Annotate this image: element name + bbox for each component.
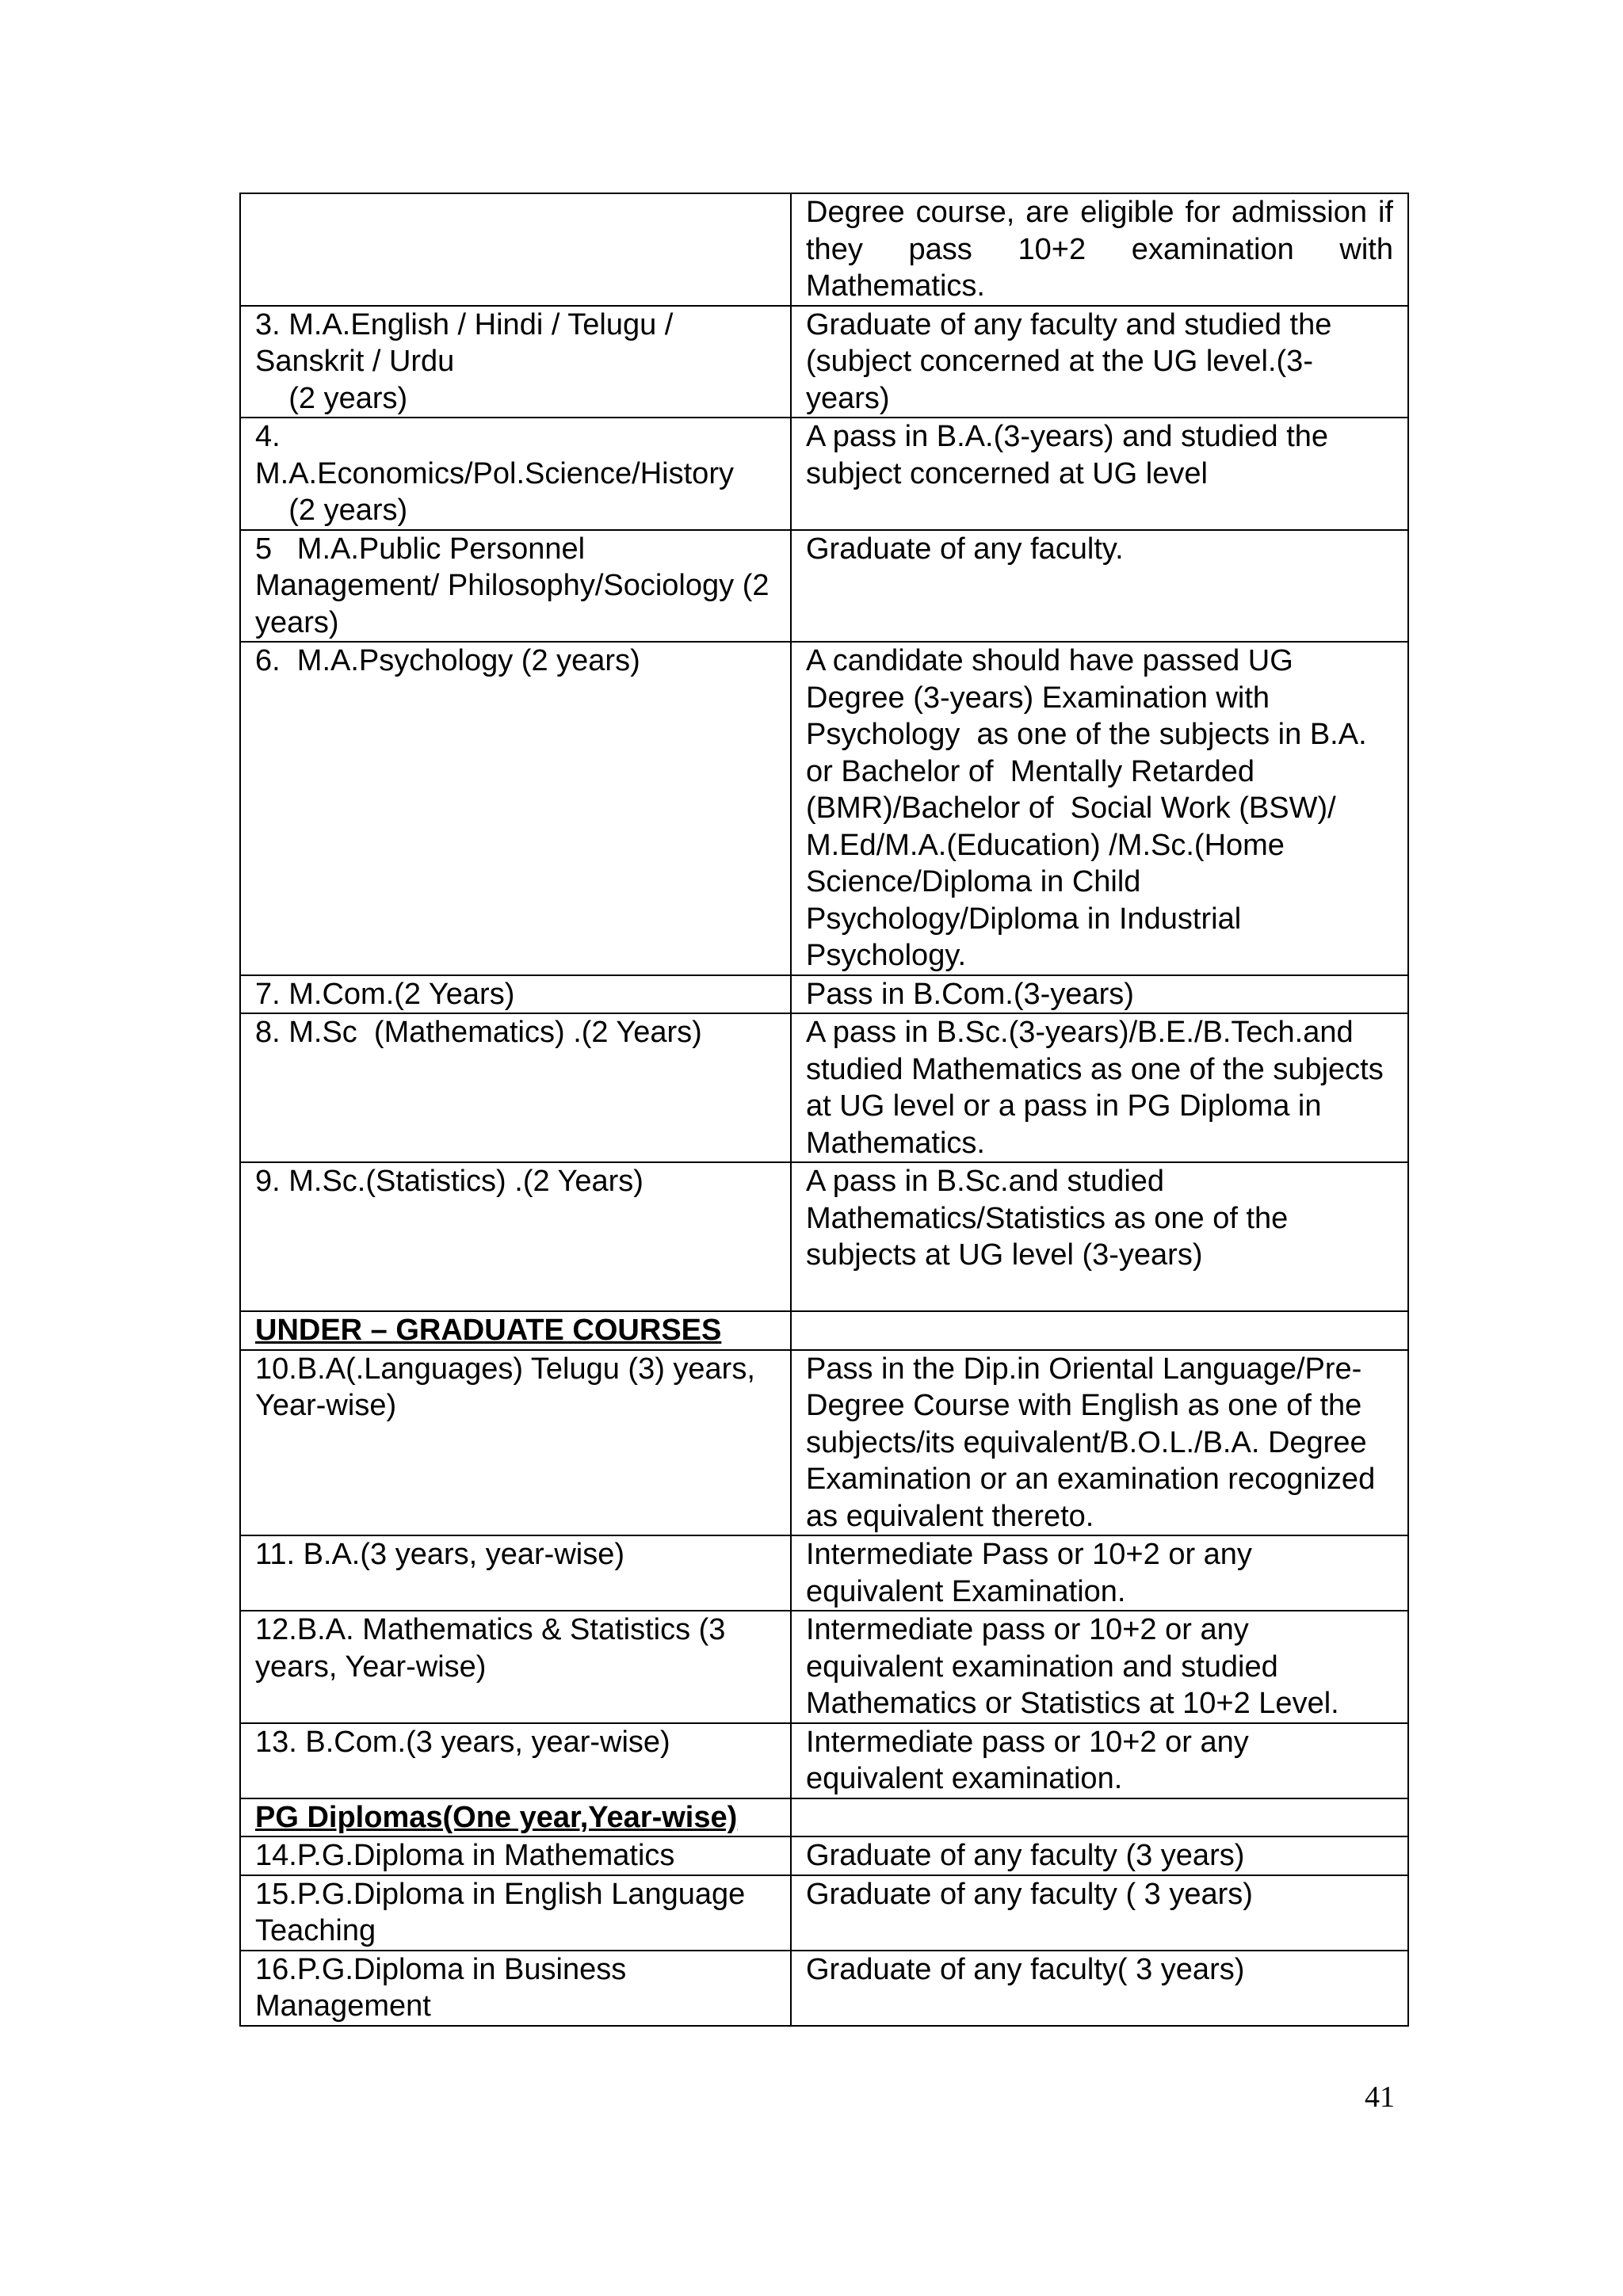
eligibility-cell: A pass in B.A.(3-years) and studied the subject concerned at UG level	[791, 418, 1408, 530]
table-row	[240, 306, 1408, 418]
eligibility-cell: Graduate of any faculty ( 3 years)	[791, 1875, 1408, 1951]
eligibility-cell: A pass in B.Sc.(3-years)/B.E./B.Tech.and studied Mathematics as one of the subjects at UG level or a pass in PG Diploma in Mathematics.	[791, 1013, 1408, 1162]
section-header-row	[240, 1311, 1408, 1350]
table-row	[240, 1836, 1408, 1875]
table-row	[240, 1723, 1408, 1798]
course-cell: 14.P.G.Diploma in Mathematics	[240, 1836, 791, 1875]
eligibility-cell: Graduate of any faculty( 3 years)	[791, 1951, 1408, 2026]
table-row	[240, 1350, 1408, 1536]
section-header-row	[240, 1798, 1408, 1837]
course-cell: 13. B.Com.(3 years, year-wise)	[240, 1723, 791, 1798]
table-row	[240, 1162, 1408, 1311]
table-row	[240, 530, 1408, 643]
table-row	[240, 418, 1408, 530]
table-row	[240, 642, 1408, 975]
course-cell: 5 M.A.Public Personnel Management/ Philosophy/Sociology (2 years)	[240, 530, 791, 643]
course-cell: 6. M.A.Psychology (2 years)	[240, 642, 791, 975]
course-cell: 4. M.A.Economics/Pol.Science/History (2 years)	[240, 418, 791, 530]
eligibility-cell	[791, 1798, 1408, 1837]
course-cell: 3. M.A.English / Hindi / Telugu / Sanskrit / Urdu (2 years)	[240, 306, 791, 418]
course-cell: 11. B.A.(3 years, year-wise)	[240, 1535, 791, 1611]
eligibility-cell: Intermediate pass or 10+2 or any equivalent examination and studied Mathematics or Statistics at 10+2 Level.	[791, 1611, 1408, 1723]
eligibility-cell: Graduate of any faculty (3 years)	[791, 1836, 1408, 1875]
eligibility-cell: A candidate should have passed UG Degree (3-years) Examination with Psychology as one of the subjects in B.A. or Bachelor of Mentally Retarded (BMR)/Bachelor of Social Work (BSW)/ M.Ed/M.A.(Education) /M.Sc.(Home Science/Diploma in Child Psychology/Diploma in Industrial Psychology.	[791, 642, 1408, 975]
eligibility-cell	[791, 1311, 1408, 1350]
course-cell	[240, 193, 791, 306]
page-number: 41	[1365, 2081, 1395, 2114]
table-row	[240, 1875, 1408, 1951]
course-cell: 8. M.Sc (Mathematics) .(2 Years)	[240, 1013, 791, 1162]
table-row	[240, 193, 1408, 306]
eligibility-cell: Graduate of any faculty.	[791, 530, 1408, 643]
table-row	[240, 1535, 1408, 1611]
section-heading-undergraduate: UNDER – GRADUATE COURSES	[240, 1311, 791, 1350]
eligibility-cell: Degree course, are eligible for admission if they pass 10+2 examination with Mathematics.	[791, 193, 1408, 306]
eligibility-cell: A pass in B.Sc.and studied Mathematics/Statistics as one of the subjects at UG level (3-years)	[791, 1162, 1408, 1311]
table-row	[240, 1951, 1408, 2026]
eligibility-cell: Pass in the Dip.in Oriental Language/Pre-Degree Course with English as one of the subjects/its equivalent/B.O.L./B.A. Degree Examination or an examination recognized as equivalent thereto.	[791, 1350, 1408, 1536]
course-cell: 7. M.Com.(2 Years)	[240, 975, 791, 1014]
eligibility-cell: Intermediate pass or 10+2 or any equivalent examination.	[791, 1723, 1408, 1798]
section-heading-pg-diplomas: PG Diplomas(One year,Year-wise)	[240, 1798, 791, 1837]
course-cell: 16.P.G.Diploma in Business Management	[240, 1951, 791, 2026]
course-cell: 15.P.G.Diploma in English Language Teaching	[240, 1875, 791, 1951]
eligibility-cell: Intermediate Pass or 10+2 or any equivalent Examination.	[791, 1535, 1408, 1611]
table-row	[240, 1611, 1408, 1723]
course-cell: 12.B.A. Mathematics & Statistics (3 years, Year-wise)	[240, 1611, 791, 1723]
table-row	[240, 975, 1408, 1014]
eligibility-cell: Graduate of any faculty and studied the (subject concerned at the UG level.(3-years)	[791, 306, 1408, 418]
eligibility-cell: Pass in B.Com.(3-years)	[791, 975, 1408, 1014]
eligibility-table	[239, 193, 1409, 2027]
course-cell: 9. M.Sc.(Statistics) .(2 Years)	[240, 1162, 791, 1311]
course-cell: 10.B.A(.Languages) Telugu (3) years, Year-wise)	[240, 1350, 791, 1536]
table-row	[240, 1013, 1408, 1162]
